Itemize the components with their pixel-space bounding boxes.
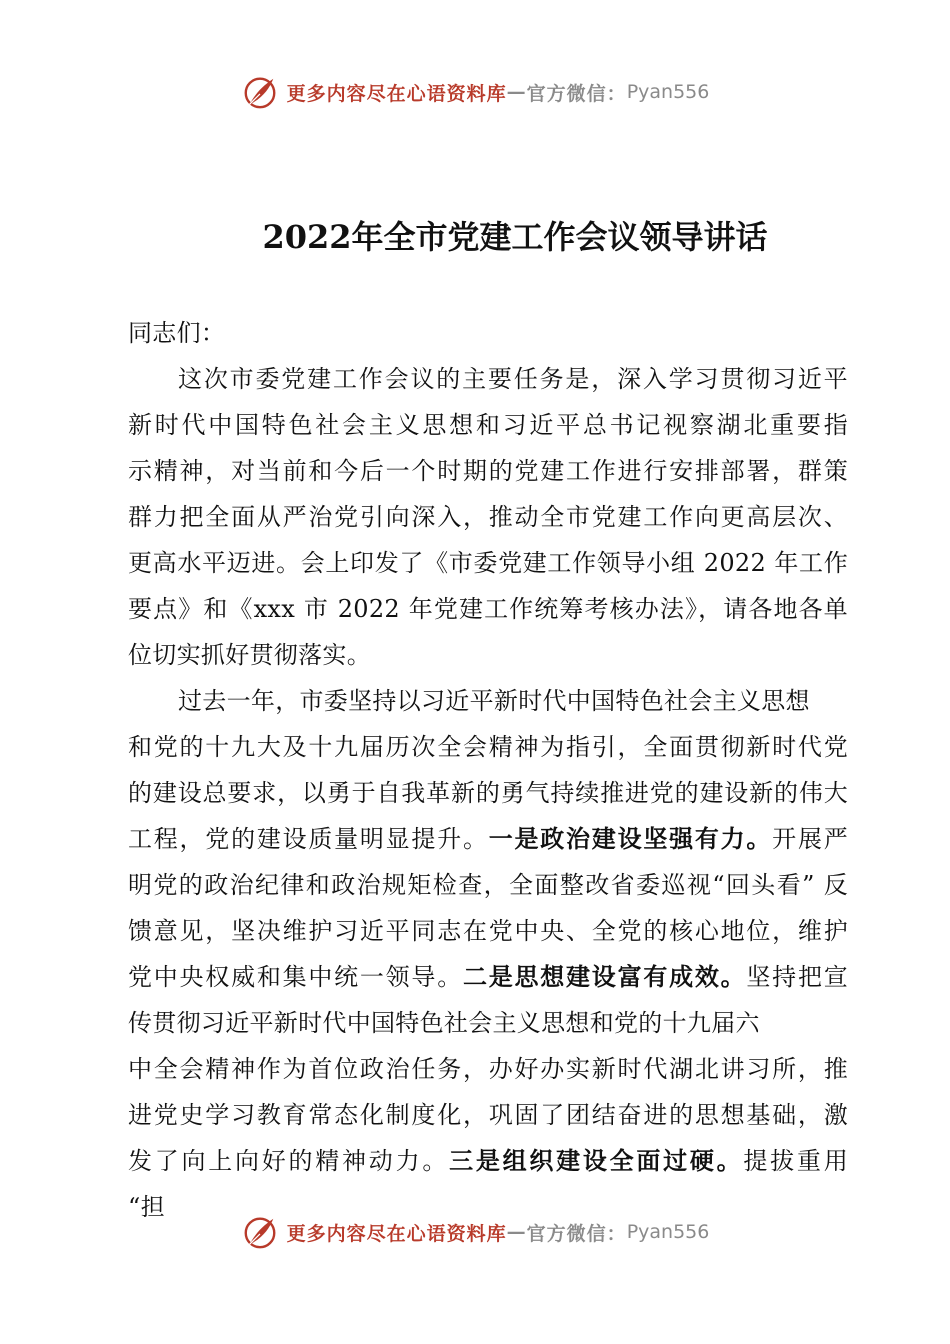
body-text: 位切实抓好贯彻落实。	[128, 641, 371, 669]
body-line	[128, 1138, 848, 1184]
body-text: 和党的十九大及十九届历次全会精神为指引，全面贯彻新时代党	[128, 733, 848, 761]
watermark-prefix: 更多内容尽在心语资料库	[286, 82, 507, 105]
body-text: 更高水平迈进。会上印发了《市委党建工作领导小组 2022 年工作	[128, 549, 848, 577]
body-text: 开展严	[772, 825, 849, 853]
watermark-dash: —	[506, 1221, 527, 1243]
body-line	[128, 448, 848, 494]
document-title: 2022年全市党建工作会议领导讲话	[262, 218, 768, 256]
body-line	[128, 770, 848, 816]
body-line	[128, 1000, 848, 1046]
bold-heading-text: 三是组织建设全面过硬。	[449, 1147, 744, 1175]
body-line	[128, 540, 848, 586]
body-text: 进党史学习教育常态化制度化，巩固了团结奋进的思想基础，激	[128, 1101, 848, 1129]
body-line	[128, 1092, 848, 1138]
watermark-prefix: 更多内容尽在心语资料库	[286, 1222, 507, 1245]
body-text: 这次市委党建工作会议的主要任务是，深入学习贯彻习近平	[178, 365, 848, 393]
body-text: 新时代中国特色社会主义思想和习近平总书记视察湖北重要指	[128, 411, 848, 439]
bold-heading-text: 二是思想建设富有成效。	[462, 963, 747, 991]
body-line	[128, 678, 848, 724]
body-text: 坚持把宣	[746, 963, 849, 991]
watermark-suffix: 官方微信：	[526, 82, 627, 105]
body-text: 馈意见，坚决维护习近平同志在党中央、全党的核心地位，维护	[128, 917, 848, 945]
body-text: 群力把全面从严治党引向深入，推动全市党建工作向更高层次、	[128, 503, 848, 531]
watermark-id: Pyan556	[626, 81, 710, 103]
watermark-header	[0, 70, 950, 114]
body-line	[128, 954, 848, 1000]
quill-logo-icon	[241, 1213, 279, 1251]
body-line	[128, 402, 848, 448]
watermark-dash: —	[506, 81, 527, 103]
body-text: 示精神，对当前和今后一个时期的党建工作进行安排部署，群策	[128, 457, 848, 485]
body-line	[128, 862, 848, 908]
body-text: 过去一年，市委坚持以习近平新时代中国特色社会主义思想	[178, 687, 810, 715]
body-text: 传贯彻习近平新时代中国特色社会主义思想和党的十九届六	[128, 1009, 760, 1037]
body-text: 明党的政治纪律和政治规矩检查，全面整改省委巡视“回头看” 反	[128, 871, 848, 899]
body-line	[128, 908, 848, 954]
body-text: 发了向上向好的精神动力。	[128, 1147, 450, 1175]
quill-logo-icon	[241, 73, 279, 111]
body-text: 的建设总要求，以勇于自我革新的勇气持续推进党的建设新的伟大	[128, 779, 848, 807]
watermark-id: Pyan556	[626, 1221, 710, 1243]
body-text: 党中央权威和集中统一领导。	[128, 963, 463, 991]
body-line	[128, 310, 848, 356]
body-line	[128, 724, 848, 770]
body-text: 同志们：	[128, 319, 226, 347]
watermark-suffix: 官方微信：	[526, 1222, 627, 1245]
body-line	[128, 356, 848, 402]
watermark-footer	[0, 1210, 950, 1254]
body-text: 工程，党的建设质量明显提升。	[128, 825, 489, 853]
body-line	[128, 816, 848, 862]
body-text: “担	[128, 1193, 165, 1221]
body-line	[128, 632, 848, 678]
body-line	[128, 494, 848, 540]
body-text: 要点》和《xxx 市 2022 年党建工作统筹考核办法》，请各地各单	[128, 595, 848, 623]
bold-heading-text: 一是政治建设坚强有力。	[488, 825, 773, 853]
body-line	[128, 1046, 848, 1092]
body-text: 提拔重用	[743, 1147, 848, 1175]
body-line	[128, 586, 848, 632]
document-body	[128, 310, 848, 1230]
body-text: 中全会精神作为首位政治任务，办好办实新时代湖北讲习所，推	[128, 1055, 848, 1083]
